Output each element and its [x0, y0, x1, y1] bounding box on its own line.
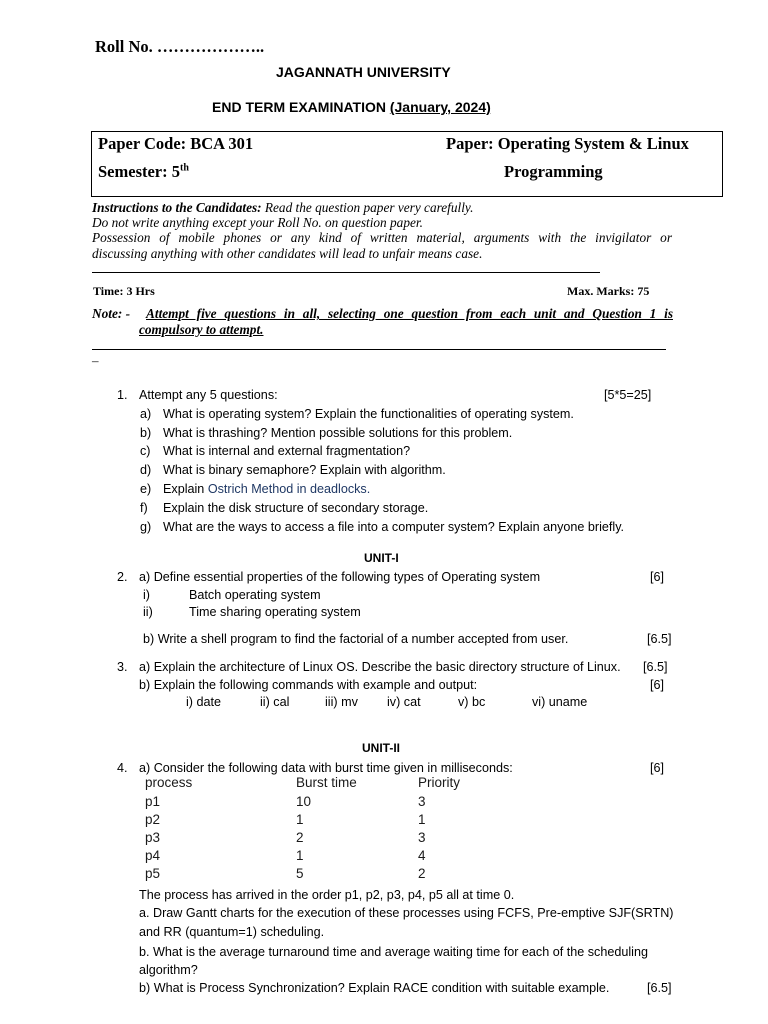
note-line2: compulsory to attempt.	[139, 322, 264, 337]
semester	[98, 162, 189, 182]
q4-part-a-marks: [6]	[650, 761, 665, 775]
university-name: JAGANNATH UNIVERSITY	[276, 64, 451, 80]
q1-title: Attempt any 5 questions:	[139, 388, 278, 402]
q2-part-a: a) Define essential properties of the following types of Operating system	[139, 570, 541, 584]
q2-sub-label: i)	[143, 588, 150, 602]
instructions-line1	[92, 200, 473, 216]
q2-part-b-marks: [6.5]	[647, 632, 672, 646]
q1-marks: [5*5=25]	[604, 388, 652, 402]
q3-part-a: a) Explain the architecture of Linux OS. Describe the basic directory structure of Linux.	[139, 660, 621, 674]
q1-item-label: c)	[140, 444, 151, 458]
instructions-line4: discussing anything with other candidates will lead to unfair means case.	[92, 246, 483, 261]
table-cell: 1	[418, 812, 426, 827]
q4-part-b-marks: [6.5]	[647, 981, 672, 995]
q2-part-a-marks: [6]	[650, 570, 665, 584]
q2-sub-text: Time sharing operating system	[189, 605, 361, 619]
table-cell: 2	[296, 830, 304, 845]
q1-item-text-colored: Ostrich Method in deadlocks.	[207, 482, 371, 496]
paper-name-cont: Programming	[504, 162, 603, 181]
q3-command: iii) mv	[325, 695, 358, 709]
exam-title-text: END TERM EXAMINATION	[212, 99, 386, 115]
table-header: process	[145, 775, 193, 790]
q3-part-b-marks: [6]	[650, 678, 665, 692]
table-cell: 2	[418, 866, 426, 881]
q2-number: 2.	[117, 570, 128, 584]
max-marks: Max. Marks: 75	[567, 284, 650, 298]
instructions-label: Instructions to the Candidates:	[92, 200, 262, 215]
q1-item-label: f)	[140, 501, 148, 515]
q3-part-b: b) Explain the following commands with example and output:	[139, 678, 478, 692]
table-cell: p4	[145, 848, 161, 863]
q1-item-label: e)	[140, 482, 152, 496]
unit2-heading: UNIT-II	[362, 741, 400, 755]
table-cell: p5	[145, 866, 161, 881]
paper-name: Paper: Operating System & Linux	[446, 134, 689, 153]
q1-item-text: What are the ways to access a file into a computer system? Explain anyone briefly.	[163, 520, 625, 534]
table-cell: p2	[145, 812, 161, 827]
note-line1: Attempt five questions in all, selecting one question from each unit and Question 1 is	[146, 306, 673, 321]
note-label: Note: -	[92, 306, 131, 321]
q3-command: iv) cat	[387, 695, 421, 709]
divider-2	[92, 349, 666, 350]
semester-sup: th	[180, 162, 189, 174]
q3-part-a-marks: [6.5]	[643, 660, 668, 674]
q2-sub-label: ii)	[143, 605, 153, 619]
table-cell: 3	[418, 794, 426, 809]
q4-number: 4.	[117, 761, 128, 775]
instructions-line3: Possession of mobile phones or any kind of written material, arguments with the invigilator or	[92, 230, 672, 245]
q1-item-label: a)	[140, 407, 152, 421]
q1-item-label: g)	[140, 520, 152, 534]
table-cell: 3	[418, 830, 426, 845]
unit1-heading: UNIT-I	[364, 551, 399, 565]
q4-sub-a-line1: a. Draw Gantt charts for the execution of these processes using FCFS, Pre-emptive SJF(SRTN)	[139, 906, 674, 920]
q1-item-text: What is operating system? Explain the functionalities of operating system.	[163, 407, 574, 421]
q3-command: i) date	[186, 695, 222, 709]
exam-title	[212, 99, 491, 115]
q4-arrival: The process has arrived in the order p1, p2, p3, p4, p5 all at time 0.	[139, 888, 515, 902]
exam-session: (January, 2024)	[389, 99, 491, 115]
q1-number: 1.	[117, 388, 128, 402]
q4-part-a: a) Consider the following data with burst time given in milliseconds:	[139, 761, 513, 775]
q4-sub-b-line2: algorithm?	[139, 963, 198, 977]
roll-no: Roll No. ………………..	[95, 37, 265, 56]
q1-item-text: What is binary semaphore? Explain with algorithm.	[163, 463, 446, 477]
q1-item-text: What is thrashing? Mention possible solutions for this problem.	[163, 426, 513, 440]
instructions-text1: Read the question paper very carefully.	[261, 200, 474, 215]
q4-sub-a-line2: and RR (quantum=1) scheduling.	[139, 925, 325, 939]
q1-item-text: What is internal and external fragmentation?	[163, 444, 411, 458]
dash-mark: –	[92, 353, 99, 368]
table-cell: 1	[296, 812, 304, 827]
paper-code: Paper Code: BCA 301	[98, 134, 254, 153]
instructions-line2: Do not write anything except your Roll No. on question paper.	[92, 215, 423, 230]
q1-item-text	[163, 482, 370, 496]
q1-item-text: Explain the disk structure of secondary storage.	[163, 501, 429, 515]
q1-item-label: b)	[140, 426, 152, 440]
q4-part-b: b) What is Process Synchronization? Explain RACE condition with suitable example.	[139, 981, 610, 995]
table-header: Burst time	[296, 775, 357, 790]
table-cell: p3	[145, 830, 161, 845]
q2-part-b: b) Write a shell program to find the factorial of a number accepted from user.	[143, 632, 569, 646]
table-cell: 10	[296, 794, 312, 809]
q3-command: ii) cal	[260, 695, 290, 709]
q3-command: vi) uname	[532, 695, 588, 709]
table-cell: p1	[145, 794, 161, 809]
divider-1	[92, 272, 600, 273]
q3-number: 3.	[117, 660, 128, 674]
table-header: Priority	[418, 775, 461, 790]
q1-item-label: d)	[140, 463, 152, 477]
q1-item-text-plain: Explain	[163, 482, 208, 496]
q4-sub-b-line1: b. What is the average turnaround time and average waiting time for each of the scheduling	[139, 945, 648, 959]
q2-sub-text: Batch operating system	[189, 588, 321, 602]
table-cell: 1	[296, 848, 304, 863]
q3-command: v) bc	[458, 695, 486, 709]
table-cell: 5	[296, 866, 304, 881]
table-cell: 4	[418, 848, 426, 863]
time: Time: 3 Hrs	[93, 284, 155, 298]
semester-text: Semester: 5	[98, 162, 181, 181]
